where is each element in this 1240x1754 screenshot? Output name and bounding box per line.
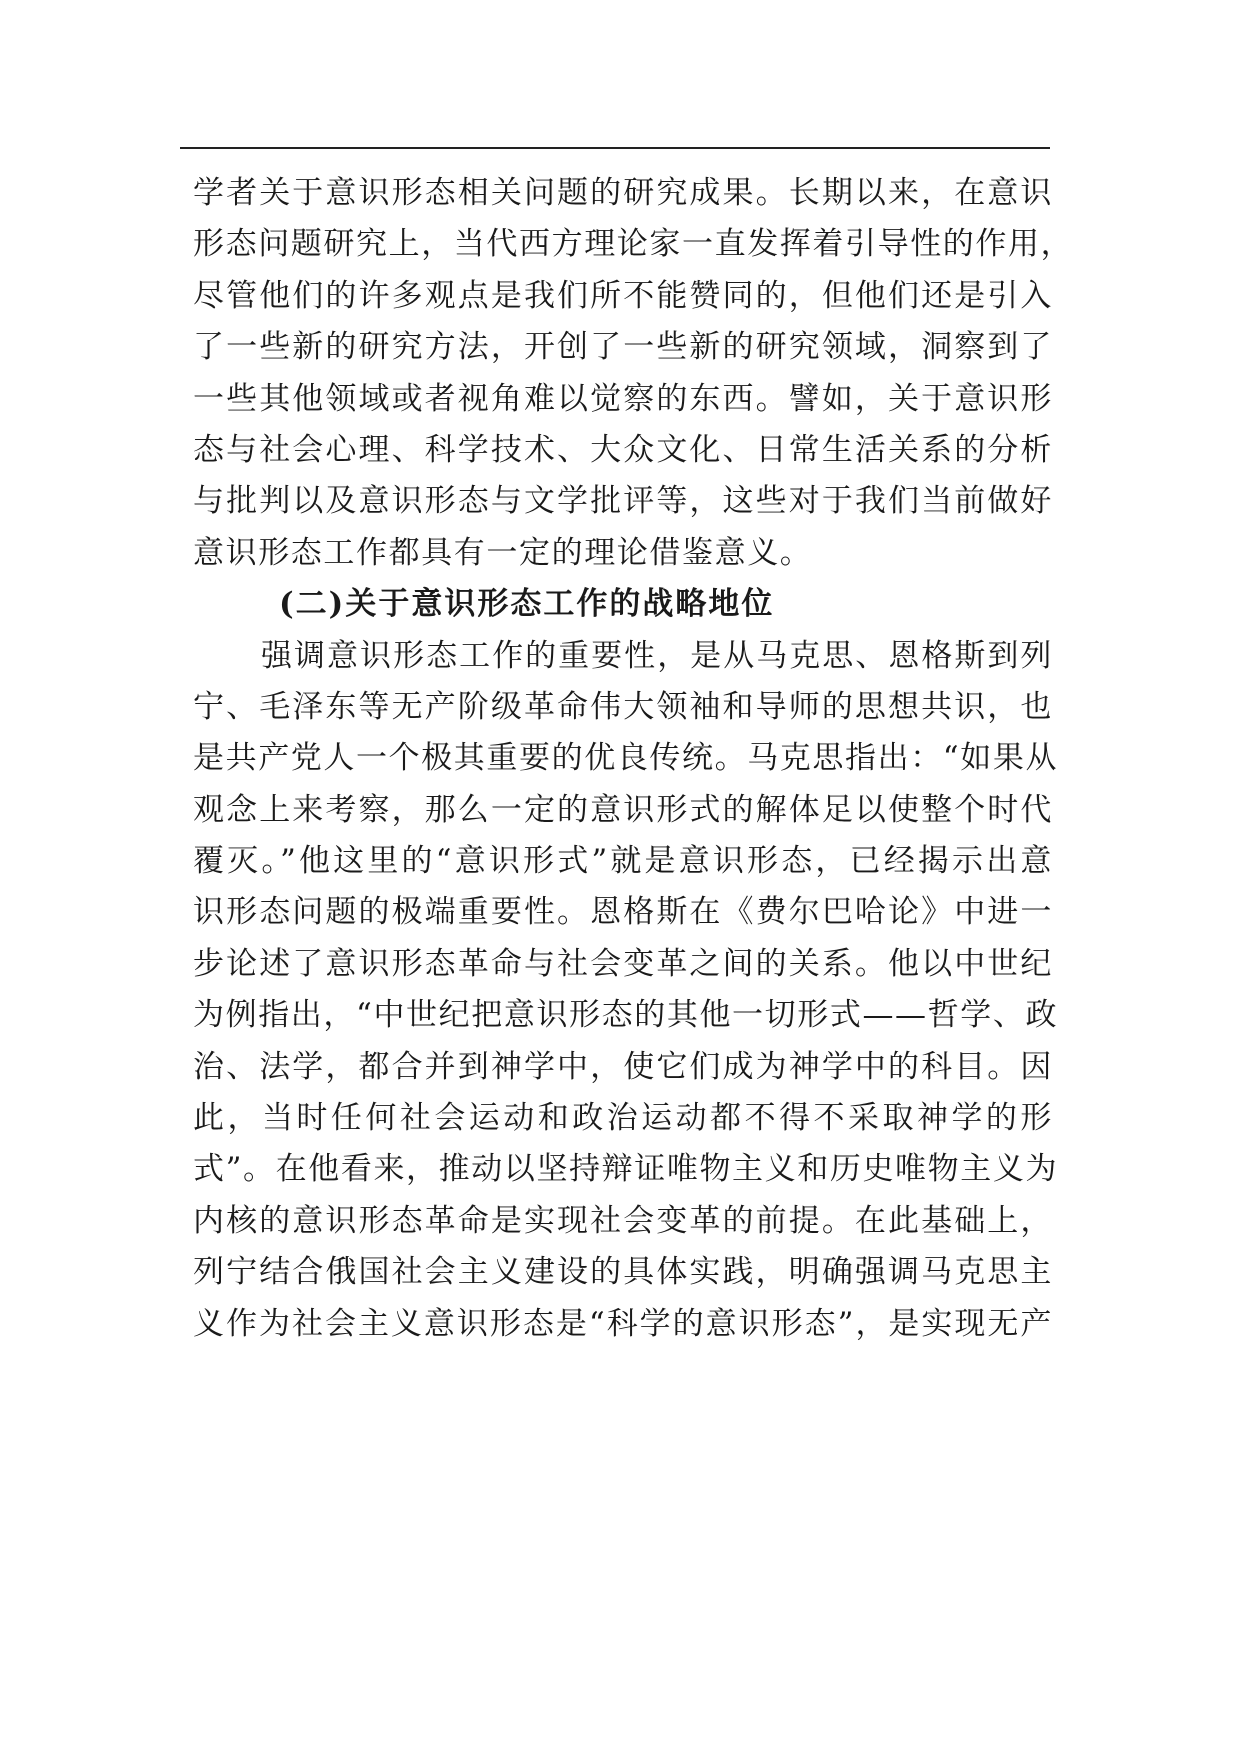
text-line: 一些其他领域或者视角难以觉察的东西。譬如，关于意识形	[193, 380, 1053, 417]
text-line: 尽管他们的许多观点是我们所不能赞同的，但他们还是引入	[193, 277, 1053, 314]
header-rule	[180, 147, 1050, 149]
text-line: 与批判以及意识形态与文学批评等，这些对于我们当前做好	[193, 483, 1053, 520]
text-line: 义作为社会主义意识形态是“科学的意识形态”，是实现无产	[193, 1305, 1053, 1342]
text-line: 治、法学，都合并到神学中，使它们成为神学中的科目。因	[193, 1048, 1053, 1085]
text-line: 列宁结合俄国社会主义建设的具体实践，明确强调马克思主	[193, 1254, 1053, 1291]
text-line: 识形态问题的极端重要性。恩格斯在《费尔巴哈论》中进一	[193, 894, 1053, 931]
text-line: 态与社会心理、科学技术、大众文化、日常生活关系的分析	[193, 431, 1053, 468]
text-line: 了一些新的研究方法，开创了一些新的研究领域，洞察到了	[193, 329, 1053, 366]
body-text	[193, 168, 1074, 1350]
text-line: 观念上来考察，那么一定的意识形式的解体足以使整个时代	[193, 791, 1053, 828]
text-line: 形态问题研究上，当代西方理论家一直发挥着引导性的作用，	[193, 226, 1074, 263]
text-line: 覆灭。”他这里的“意识形式”就是意识形态，已经揭示出意	[193, 843, 1053, 880]
text-line: 式”。在他看来，推动以坚持辩证唯物主义和历史唯物主义为	[193, 1151, 1059, 1188]
text-line: 内核的意识形态革命是实现社会变革的前提。在此基础上，	[193, 1202, 1053, 1239]
text-line: 为例指出，“中世纪把意识形态的其他一切形式——哲学、政	[193, 997, 1059, 1034]
text-line: 步论述了意识形态革命与社会变革之间的关系。他以中世纪	[193, 945, 1053, 982]
text-line: 意识形态工作都具有一定的理论借鉴意义。	[193, 534, 813, 571]
text-line: 强调意识形态工作的重要性，是从马克思、恩格斯到列	[261, 637, 1053, 674]
text-line: 是共产党人一个极其重要的优良传统。马克思指出：“如果从	[193, 740, 1059, 777]
text-line: 学者关于意识形态相关问题的研究成果。长期以来，在意识	[193, 175, 1053, 211]
text-line: 宁、毛泽东等无产阶级革命伟大领袖和导师的思想共识，也	[193, 688, 1053, 725]
text-line: 此，当时任何社会运动和政治运动都不得不采取神学的形	[193, 1100, 1053, 1137]
section-heading: (二)关于意识形态工作的战略地位	[279, 586, 775, 623]
